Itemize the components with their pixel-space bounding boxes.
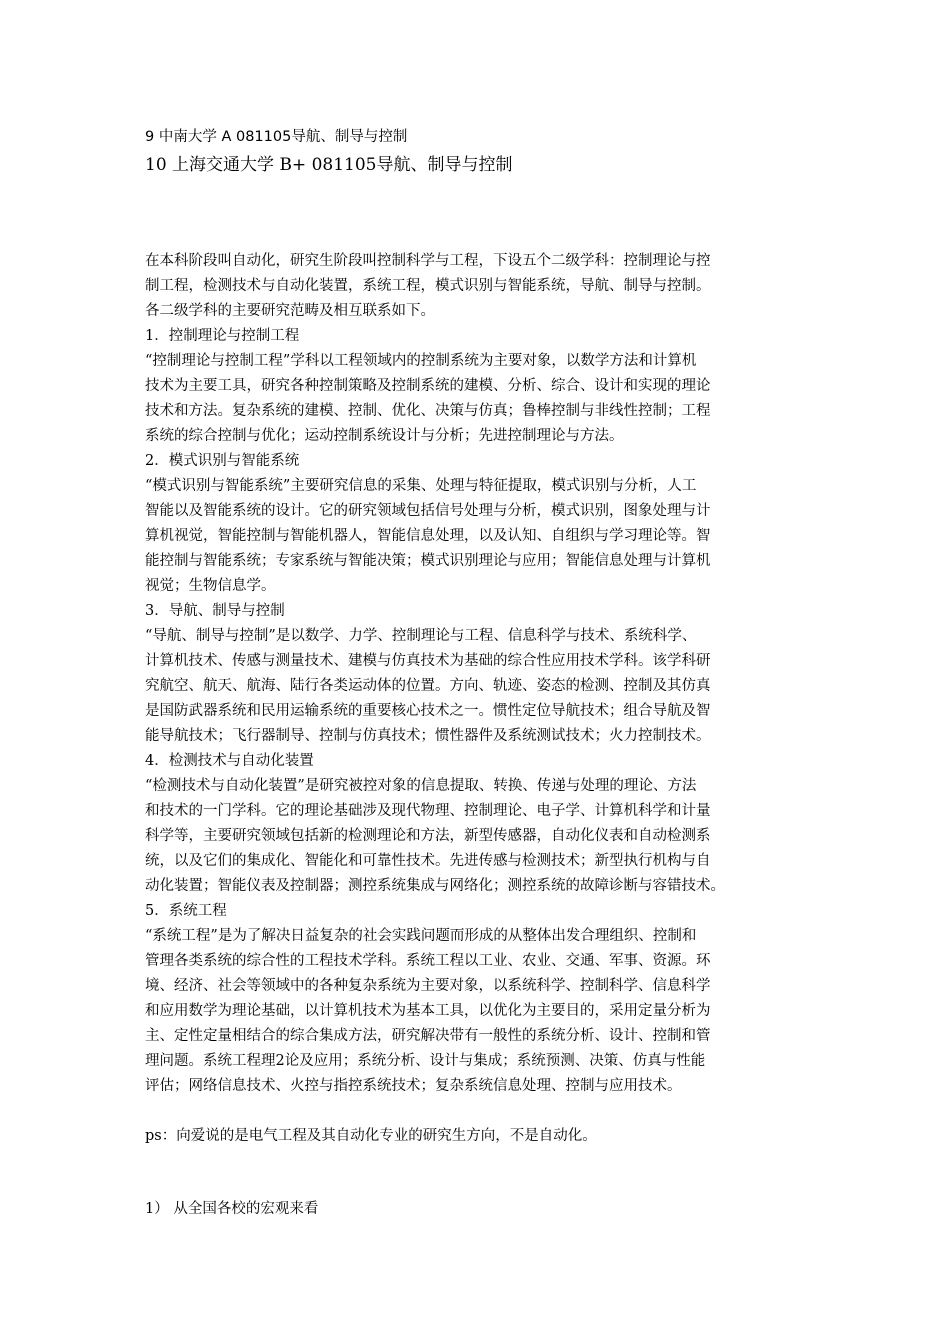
text-line: 计算机技术、传感与测量技术、建模与仿真技术为基础的综合性应用技术学科。该学科研 (145, 653, 711, 669)
text-line: 理问题。系统工程理2论及应用；系统分析、设计与集成；系统预测、决策、仿真与性能 (145, 1053, 706, 1069)
text-line: 智能以及智能系统的设计。它的研究领域包括信号处理与分析，模式识别，图象处理与计 (145, 503, 711, 519)
section-heading: 5．系统工程 (145, 903, 227, 919)
text-line: 科学等，主要研究领域包括新的检测理论和方法，新型传感器，自动化仪表和自动检测系 (145, 828, 711, 844)
list-item-heading: 1） 从全国各校的宏观来看 (145, 1201, 319, 1217)
text-line: 是国防武器系统和民用运输系统的重要核心技术之一。惯性定位导航技术；组合导航及智 (145, 703, 711, 719)
text-line: 算机视觉，智能控制与智能机器人，智能信息处理，以及认知、自组织与学习理论等。智 (145, 528, 711, 544)
text-line: 技术为主要工具，研究各种控制策略及控制系统的建模、分析、综合、设计和实现的理论 (145, 378, 711, 394)
text-line: 技术和方法。复杂系统的建模、控制、优化、决策与仿真；鲁棒控制与非线性控制；工程 (145, 403, 711, 419)
text-line: 动化装置；智能仪表及控制器；测控系统集成与网络化；测控系统的故障诊断与容错技术。 (145, 878, 725, 894)
text-line: 能导航技术；飞行器制导、控制与仿真技术；惯性器件及系统测试技术；火力控制技术。 (145, 728, 711, 744)
text-line: 和技术的一门学科。它的理论基础涉及现代物理、控制理论、电子学、计算机科学和计量 (145, 803, 711, 819)
body-text (145, 249, 815, 1099)
text-line: 和应用数学为理论基础，以计算机技术为基本工具，以优化为主要目的，采用定量分析为 (145, 1003, 711, 1019)
section-heading: 1．控制理论与控制工程 (145, 328, 300, 344)
text-line: 各二级学科的主要研究范畴及相互联系如下。 (145, 303, 435, 319)
text-line: 管理各类系统的综合性的工程技术学科。系统工程以工业、农业、交通、军事、资源。环 (145, 953, 711, 969)
text-line: 能控制与智能系统；专家系统与智能决策；模式识别理论与应用；智能信息处理与计算机 (145, 553, 711, 569)
text-line: “检测技术与自动化装置”是研究被控对象的信息提取、转换、传递与处理的理论、方法 (145, 778, 697, 794)
text-line: 究航空、航天、航海、陆行各类运动体的位置。方向、轨迹、姿态的检测、控制及其仿真 (145, 678, 711, 694)
text-line: “导航、制导与控制”是以数学、力学、控制理论与工程、信息科学与技术、系统科学、 (145, 628, 697, 644)
text-line: “模式识别与智能系统”主要研究信息的采集、处理与特征提取，模式识别与分析，人工 (145, 478, 697, 494)
text-line: 系统的综合控制与优化；运动控制系统设计与分析；先进控制理论与方法。 (145, 428, 624, 444)
text-line: 在本科阶段叫自动化，研究生阶段叫控制科学与工程，下设五个二级学科：控制理论与控 (145, 253, 711, 269)
text-line: “控制理论与控制工程”学科以工程领域内的控制系统为主要对象，以数学方法和计算机 (145, 353, 697, 369)
text-line: 视觉；生物信息学。 (145, 578, 276, 594)
text-line: 主、定性定量相结合的综合集成方法，研究解决带有一般性的系统分析、设计、控制和管 (145, 1028, 711, 1044)
section-heading: 2．模式识别与智能系统 (145, 453, 300, 469)
text-line: “系统工程”是为了解决日益复杂的社会实践问题而形成的从整体出发合理组织、控制和 (145, 928, 697, 944)
text-line: 统，以及它们的集成化、智能化和可靠性技术。先进传感与检测技术；新型执行机构与自 (145, 853, 711, 869)
ps-note: ps：向爱说的是电气工程及其自动化专业的研究生方向，不是自动化。 (145, 1128, 597, 1144)
text-line: 境、经济、社会等领域中的各种复杂系统为主要对象，以系统科学、控制科学、信息科学 (145, 978, 711, 994)
ranking-line-9: 9 中南大学 A 081105导航、制导与控制 (145, 129, 408, 145)
text-line: 制工程，检测技术与自动化装置，系统工程，模式识别与智能系统，导航、制导与控制。 (145, 278, 711, 294)
text-line: 评估；网络信息技术、火控与指控系统技术；复杂系统信息处理、控制与应用技术。 (145, 1078, 682, 1094)
section-heading: 4．检测技术与自动化装置 (145, 753, 314, 769)
ranking-line-10: 10 上海交通大学 B+ 081105导航、制导与控制 (145, 155, 513, 175)
section-heading: 3．导航、制导与控制 (145, 603, 285, 619)
